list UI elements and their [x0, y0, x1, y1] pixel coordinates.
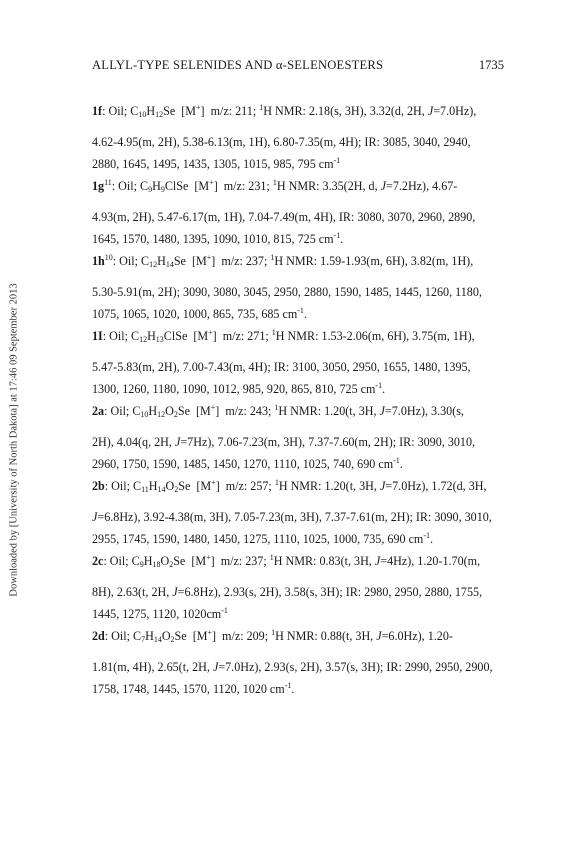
entry-2a-line-1: 2a: Oil; $C_{10}H_{12}O_2Se$ [M+] m/z: 243; $^1$H NMR: 1.20(t, 3H, J=7.0Hz), 3.30(s, — [92, 403, 464, 419]
entry-2d-line-3: 1758, 1748, 1445, 1570, 1120, 1020 $cm^{-1}$. — [92, 681, 295, 696]
entry-1f-line-1: 1f: Oil; $C_{10}H_{12}Se$ [M+] m/z: 211; $^1$H NMR: 2.18(s, 3H), 3.32(d, 2H, J=7.0Hz), — [92, 103, 477, 119]
entry-2b-line-2: J=6.8Hz), 3.92-4.38(m, 3H), 7.05-7.23(m, 3H), 7.37-7.61(m, 2H); IR: 3090, 3010, — [92, 510, 492, 524]
entry-2b-line-1: 2b: Oil; $C_{11}H_{14}O_2Se$ [M+] m/z: 257; $^1$H NMR: 1.20(t, 3H, J=7.0Hz), 1.72(d, 3H, — [92, 478, 487, 494]
entry-2a-line-2: 2H), 4.04(q, 2H, J=7Hz), 7.06-7.23(m, 3H), 7.37-7.60(m, 2H); IR: 3090, 3010, — [92, 435, 476, 449]
entry-1h-line-2: 5.30-5.91(m, 2H); 3090, 3080, 3045, 2950, 2880, 1590, 1485, 1445, 1260, 1180, — [92, 285, 482, 299]
entry-2a-line-3: 2960, 1750, 1590, 1485, 1450, 1270, 1110, 1025, 740, 690 $cm^{-1}$. — [92, 456, 403, 471]
entry-2c-line-3: 1445, 1275, 1120, $1020cm^{-1}$ — [92, 606, 228, 621]
entry-2d-line-2: 1.81(m, 4H), 2.65(t, 2H, J=7.0Hz), 2.93(s, 2H), 3.57(s, 3H); IR: 2990, 2950, 2900, — [92, 660, 493, 674]
entry-1i-line-1: 1I: Oil; $C_{12}H_{13}ClSe$ [M+] m/z: 271; $^1$H NMR: 1.53-2.06(m, 6H), 3.75(m, 1H), — [92, 328, 475, 344]
download-note: Downloaded by [University of North Dakota] at 17:46 09 September 2013 — [8, 283, 20, 597]
entry-1h-line-1: $1h^{10}$: Oil; $C_{12}H_{14}Se$ [M+] m/z: 237; $^1$H NMR: 1.59-1.93(m, 6H), 3.82(m, 1H), — [92, 253, 474, 269]
entry-1f-line-2: 4.62-4.95(m, 2H), 5.38-6.13(m, 1H), 6.80-7.35(m, 4H); IR: 3085, 3040, 2940, — [92, 135, 471, 149]
entry-1g-line-3: 1645, 1570, 1480, 1395, 1090, 1010, 815, 725 $cm^{-1}$. — [92, 231, 344, 246]
entry-1h-line-3: 1075, 1065, 1020, 1000, 865, 735, 685 $cm^{-1}$. — [92, 306, 307, 321]
entry-1i-line-2: 5.47-5.83(m, 2H), 7.00-7.43(m, 4H); IR: 3100, 3050, 2950, 1655, 1480, 1395, — [92, 360, 471, 374]
entry-2c-line-2: 8H), 2.63(t, 2H, J=6.8Hz), 2.93(s, 2H), 3.58(s, 3H); IR: 2980, 2950, 2880, 1755, — [92, 585, 483, 599]
entry-1i-line-3: 1300, 1260, 1180, 1090, 1012, 985, 920, 865, 810, 725 $cm^{-1}$. — [92, 381, 386, 396]
entry-2b-line-3: 2955, 1745, 1590, 1480, 1450, 1275, 1110, 1025, 1000, 735, 690 $cm^{-1}$. — [92, 531, 434, 546]
entry-2d-line-1: 2d: Oil; $C_7H_{14}O_2Se$ [M+] m/z: 209; $^1$H NMR: 0.88(t, 3H, J=6.0Hz), 1.20- — [92, 628, 453, 644]
running-title: ALLYL-TYPE SELENIDES AND α-SELENOESTERS — [92, 58, 384, 72]
entry-1g-line-1: $1g^{11}$: Oil; $C_9H_9ClSe$ [M+] m/z: 231; $^1$H NMR: 3.35(2H, d, J=7.2Hz), 4.67- — [92, 178, 458, 194]
entry-1f-line-3: 2880, 1645, 1495, 1435, 1305, 1015, 985, 795 $cm^{-1}$ — [92, 156, 341, 171]
page-number: 1735 — [478, 58, 504, 72]
entry-1g-line-2: 4.93(m, 2H), 5.47-6.17(m, 1H), 7.04-7.49(m, 4H), IR: 3080, 3070, 2960, 2890, — [92, 210, 476, 224]
entry-2c-line-1: 2c: Oil; $C_9H_{18}O_2Se$ [M+] m/z: 237; $^1$H NMR: 0.83(t, 3H, J=4Hz), 1.20-1.70(m, — [92, 553, 481, 569]
